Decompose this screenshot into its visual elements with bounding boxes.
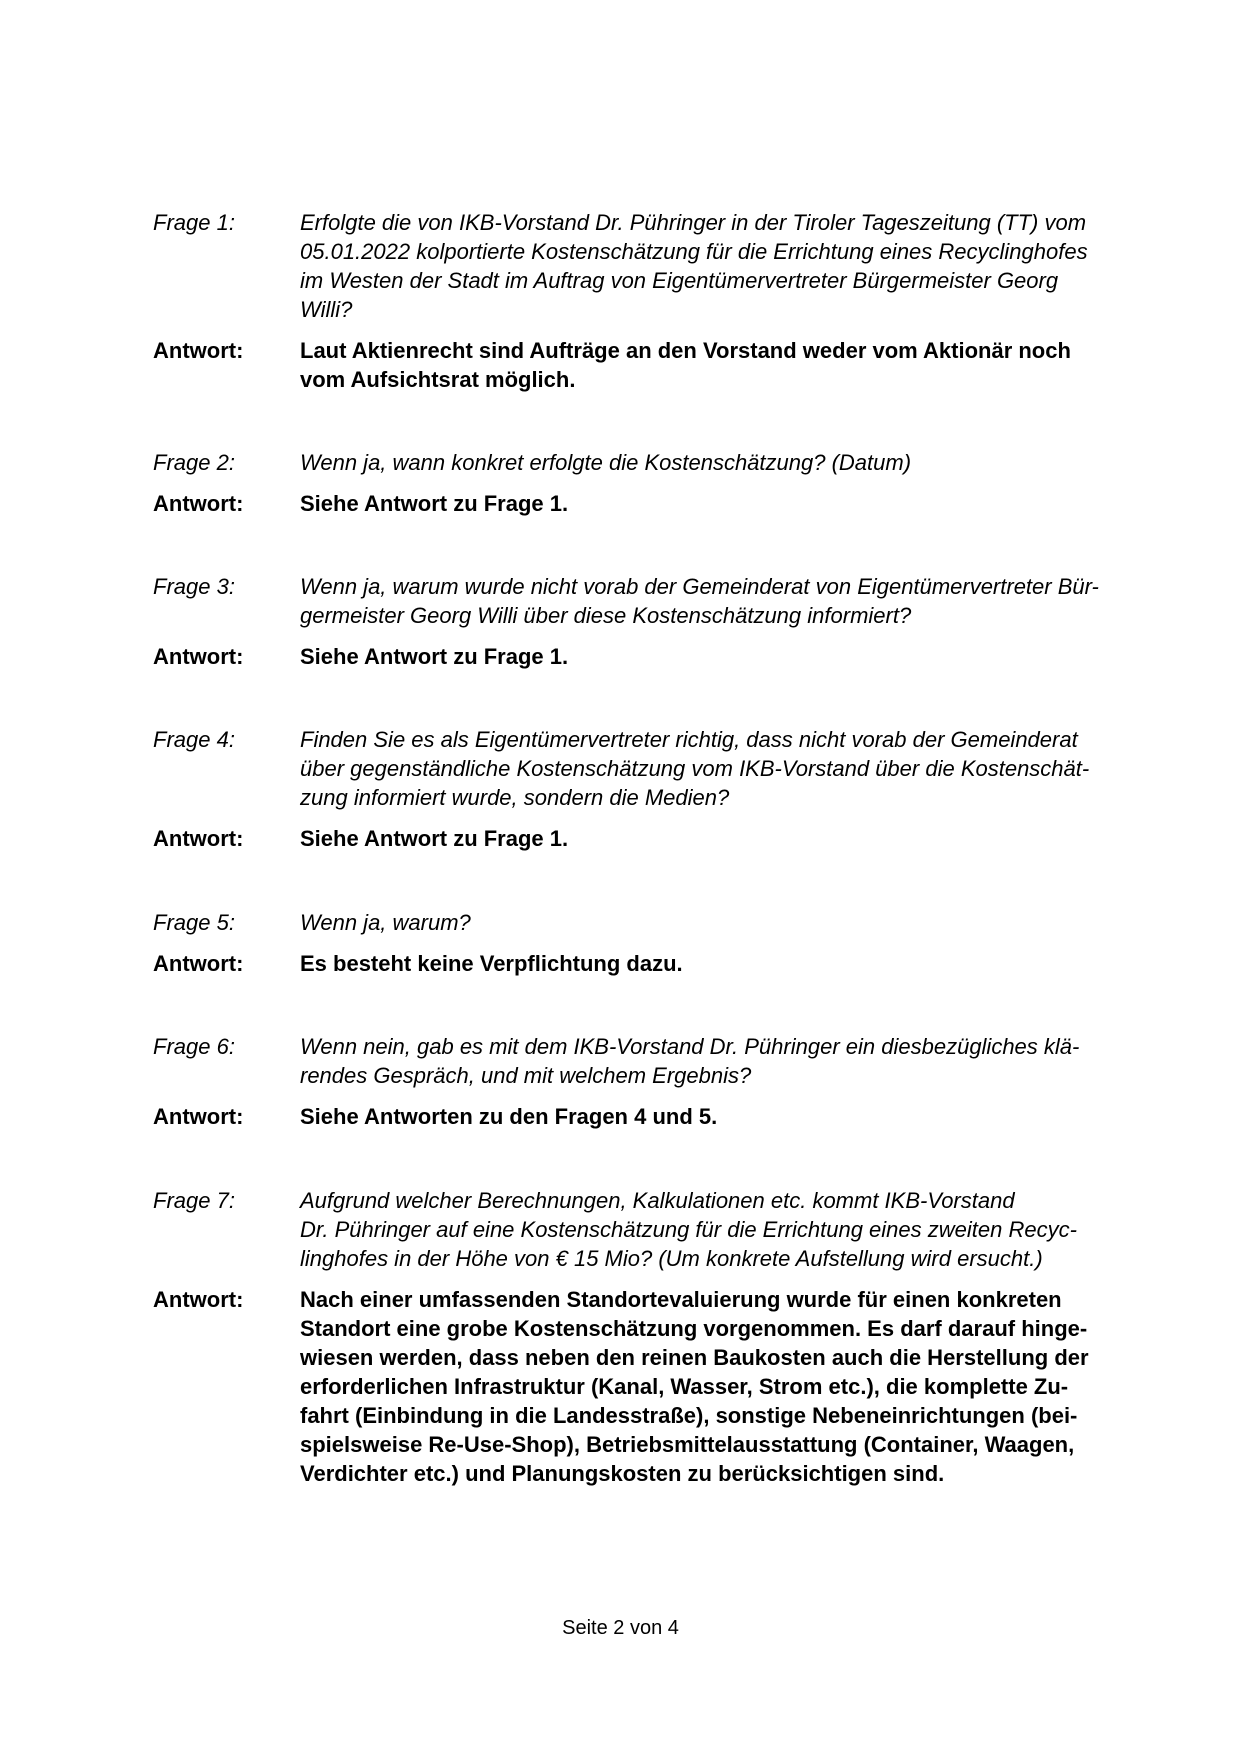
- answer-row: [153, 642, 1143, 671]
- answer-label: Antwort:: [153, 951, 244, 976]
- qa-block-5: [153, 908, 1143, 978]
- text-line: Finden Sie es als Eigentümervertreter richtig, dass nicht vorab der Gemeinderat: [300, 727, 1078, 752]
- qa-block-7: [153, 1186, 1143, 1488]
- answer-label: Antwort:: [153, 1287, 244, 1312]
- question-text: [300, 908, 1143, 937]
- question-text: [300, 1186, 1143, 1273]
- text-line: über gegenständliche Kostenschätzung vom IKB-Vorstand über die Kostenschät-: [300, 756, 1090, 781]
- question-text: [300, 1032, 1143, 1090]
- qa-block-3: [153, 572, 1143, 671]
- text-line: germeister Georg Willi über diese Kostenschätzung informiert?: [300, 603, 912, 628]
- answer-text: [300, 642, 1143, 671]
- qa-block-6: [153, 1032, 1143, 1131]
- answer-label: Antwort:: [153, 491, 244, 516]
- text-line: Siehe Antwort zu Frage 1.: [300, 826, 569, 851]
- answer-text: [300, 949, 1143, 978]
- answer-row: [153, 336, 1143, 394]
- question-row: [153, 725, 1143, 812]
- answer-text: [300, 489, 1143, 518]
- question-text: [300, 208, 1143, 324]
- answer-label: Antwort:: [153, 338, 244, 363]
- text-line: Erfolgte die von IKB-Vorstand Dr. Pühringer in der Tiroler Tageszeitung (TT) vom: [300, 210, 1087, 235]
- text-line: Siehe Antwort zu Frage 1.: [300, 644, 569, 669]
- text-line: Dr. Pühringer auf eine Kostenschätzung für die Errichtung eines zweiten Recyc-: [300, 1217, 1077, 1242]
- qa-block-2: [153, 448, 1143, 518]
- question-row: [153, 572, 1143, 630]
- question-label: Frage 5:: [153, 910, 235, 935]
- question-label: Frage 2:: [153, 450, 235, 475]
- text-line: Nach einer umfassenden Standortevaluierung wurde für einen konkreten: [300, 1287, 1062, 1312]
- text-line: erforderlichen Infrastruktur (Kanal, Wasser, Strom etc.), die komplette Zu-: [300, 1374, 1069, 1399]
- answer-row: [153, 489, 1143, 518]
- text-line: spielsweise Re-Use-Shop), Betriebsmittelausstattung (Container, Waagen,: [300, 1432, 1075, 1457]
- text-line: Wenn ja, warum?: [300, 910, 471, 935]
- question-label: Frage 6:: [153, 1034, 235, 1059]
- question-row: [153, 908, 1143, 937]
- question-row: [153, 448, 1143, 477]
- text-line: Willi?: [300, 297, 353, 322]
- question-text: [300, 725, 1143, 812]
- question-label: Frage 4:: [153, 727, 235, 752]
- answer-label: Antwort:: [153, 644, 244, 669]
- question-label: Frage 7:: [153, 1188, 235, 1213]
- text-line: Siehe Antworten zu den Fragen 4 und 5.: [300, 1104, 718, 1129]
- text-line: im Westen der Stadt im Auftrag von Eigentümervertreter Bürgermeister Georg: [300, 268, 1059, 293]
- text-line: vom Aufsichtsrat möglich.: [300, 367, 576, 392]
- answer-row: [153, 1285, 1143, 1488]
- text-line: fahrt (Einbindung in die Landesstraße), sonstige Nebeneinrichtungen (bei-: [300, 1403, 1078, 1428]
- text-line: Wenn ja, warum wurde nicht vorab der Gemeinderat von Eigentümervertreter Bür-: [300, 574, 1099, 599]
- answer-row: [153, 824, 1143, 853]
- answer-text: [300, 1102, 1143, 1131]
- question-text: [300, 572, 1143, 630]
- text-line: Aufgrund welcher Berechnungen, Kalkulationen etc. kommt IKB-Vorstand: [300, 1188, 1015, 1213]
- question-text: [300, 448, 1143, 477]
- question-row: [153, 208, 1143, 324]
- question-row: [153, 1186, 1143, 1273]
- answer-text: [300, 336, 1143, 394]
- page-number: Seite 2 von 4: [562, 1617, 679, 1639]
- text-line: wiesen werden, dass neben den reinen Baukosten auch die Herstellung der: [300, 1345, 1089, 1370]
- text-line: Wenn nein, gab es mit dem IKB-Vorstand Dr. Pühringer ein diesbezügliches klä-: [300, 1034, 1080, 1059]
- text-line: Es besteht keine Verpflichtung dazu.: [300, 951, 683, 976]
- answer-text: [300, 1285, 1143, 1488]
- answer-row: [153, 1102, 1143, 1131]
- text-line: Wenn ja, wann konkret erfolgte die Kostenschätzung? (Datum): [300, 450, 912, 475]
- text-line: 05.01.2022 kolportierte Kostenschätzung für die Errichtung eines Recyclinghofes: [300, 239, 1088, 264]
- answer-label: Antwort:: [153, 1104, 244, 1129]
- question-label: Frage 1:: [153, 210, 235, 235]
- text-line: zung informiert wurde, sondern die Medien?: [300, 785, 730, 810]
- question-row: [153, 1032, 1143, 1090]
- answer-row: [153, 949, 1143, 978]
- answer-label: Antwort:: [153, 826, 244, 851]
- text-line: linghofes in der Höhe von € 15 Mio? (Um konkrete Aufstellung wird ersucht.): [300, 1246, 1043, 1271]
- text-line: Verdichter etc.) und Planungskosten zu berücksichtigen sind.: [300, 1461, 945, 1486]
- text-line: rendes Gespräch, und mit welchem Ergebnis?: [300, 1063, 752, 1088]
- text-line: Standort eine grobe Kostenschätzung vorgenommen. Es darf darauf hinge-: [300, 1316, 1088, 1341]
- text-line: Laut Aktienrecht sind Aufträge an den Vorstand weder vom Aktionär noch: [300, 338, 1071, 363]
- qa-block-4: [153, 725, 1143, 853]
- answer-text: [300, 824, 1143, 853]
- text-line: Siehe Antwort zu Frage 1.: [300, 491, 569, 516]
- question-label: Frage 3:: [153, 574, 235, 599]
- qa-block-1: [153, 208, 1143, 394]
